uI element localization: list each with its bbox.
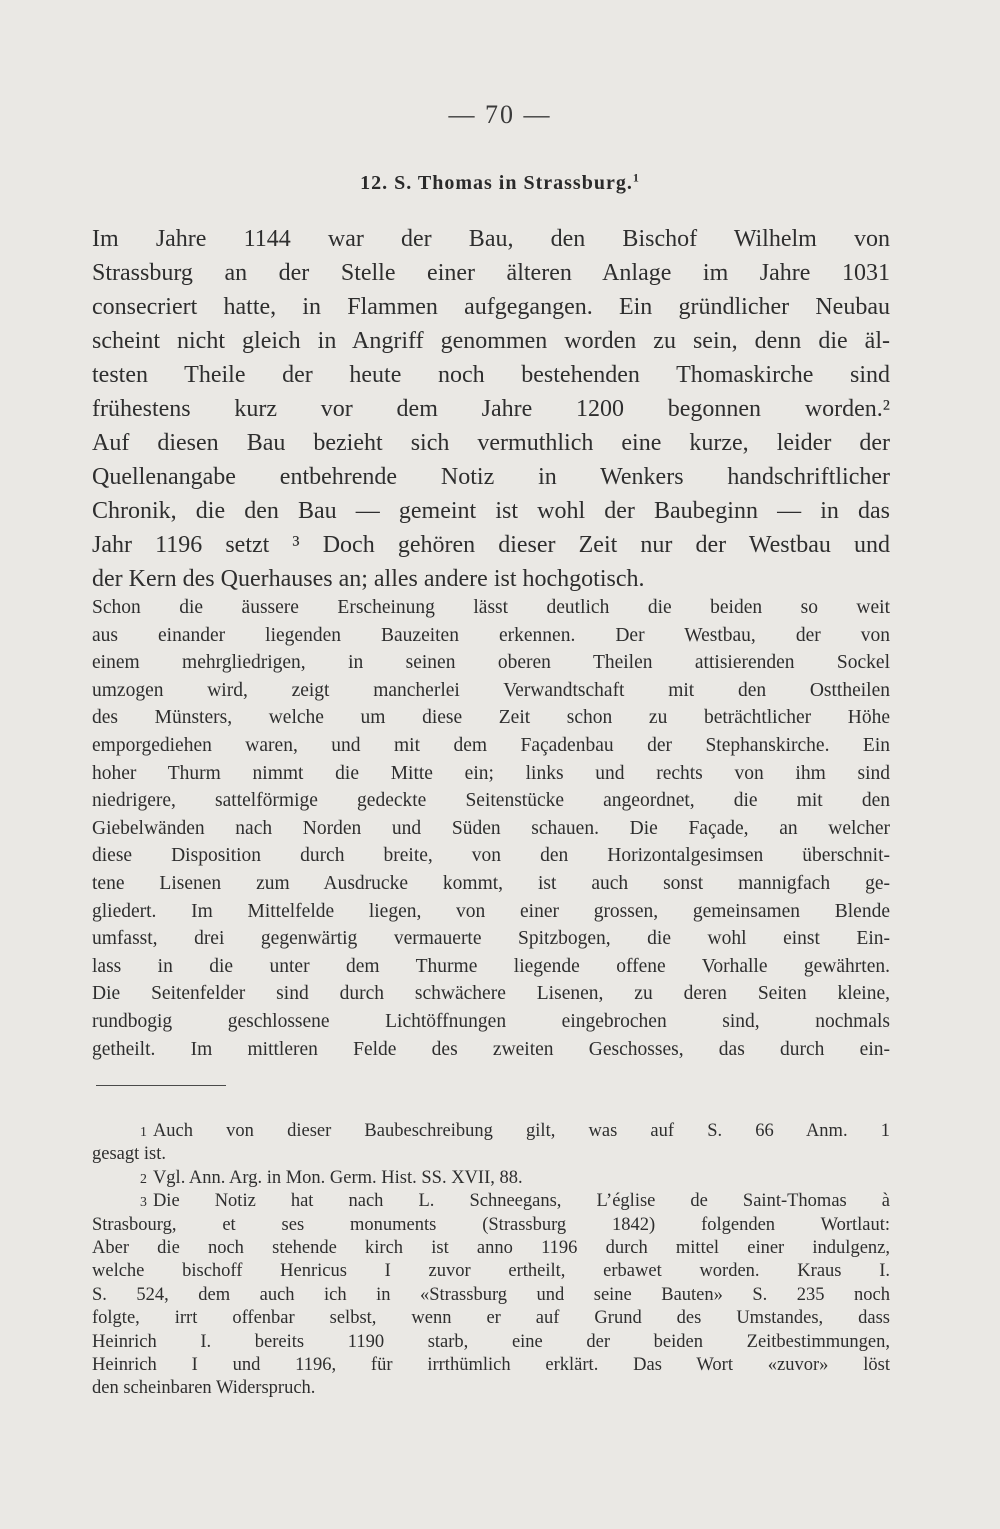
footnote-3 <box>92 1190 890 1213</box>
text-line: gliedert. Im Mittelfelde liegen, von einer grossen, gemeinsamen Blende <box>92 900 890 922</box>
text-line: scheint nicht gleich in Angriff genommen worden zu sein, denn die äl- <box>92 328 890 354</box>
text-line: Chronik, die den Bau — gemeint ist wohl der Baubeginn — in das <box>92 498 890 524</box>
footnote-divider <box>96 1085 226 1086</box>
text-line: Im Jahre 1144 war der Bau, den Bischof Wilhelm von <box>92 226 890 252</box>
footnote-marker: 1 <box>140 1125 147 1140</box>
section-heading-text: 12. S. Thomas in Strassburg. <box>360 172 633 194</box>
text-line: umzogen wird, zeigt mancherlei Verwandtschaft mit den Osttheilen <box>92 679 890 701</box>
text-line: tene Lisenen zum Ausdrucke kommt, ist auch sonst mannigfach ge- <box>92 872 890 894</box>
footnote-2 <box>92 1167 890 1190</box>
section-heading <box>0 172 1000 195</box>
text-line: rundbogig geschlossene Lichtöffnungen eingebrochen sind, nochmals <box>92 1010 890 1032</box>
footnote-text: Auch von dieser Baubeschreibung gilt, was auf S. 66 Anm. 1 <box>152 1121 890 1141</box>
text-line: getheilt. Im mittleren Felde des zweiten Geschosses, das durch ein- <box>92 1038 890 1060</box>
text-line: Strassburg an der Stelle einer älteren Anlage im Jahre 1031 <box>92 260 890 286</box>
description-paragraph <box>92 594 890 1063</box>
text-line: Jahr 1196 setzt ³ Doch gehören dieser Zeit nur der Westbau und <box>92 532 890 558</box>
heading-footnote-marker: 1 <box>632 170 640 185</box>
text-line: der Kern des Querhauses an; alles andere ist hochgotisch. <box>92 566 645 592</box>
text-line: testen Theile der heute noch bestehenden Thomaskirche sind <box>92 362 890 388</box>
text-line: Die Seitenfelder sind durch schwächere Lisenen, zu deren Seiten kleine, <box>92 983 890 1005</box>
footnote-3-continuation: Heinrich I. bereits 1190 starb, eine der beiden Zeitbestimmungen, <box>92 1331 890 1352</box>
text-line: hoher Thurm nimmt die Mitte ein; links und rechts von ihm sind <box>92 762 890 784</box>
text-line: aus einander liegenden Bauzeiten erkennen. Der Westbau, der von <box>92 624 890 646</box>
footnote-text: Die Notiz hat nach L. Schneegans, L’église de Saint-Thomas à <box>152 1191 890 1212</box>
footnotes <box>92 1120 890 1401</box>
text-line: diese Disposition durch breite, von den Horizontalgesimsen überschnit- <box>92 845 890 867</box>
footnote-3-continuation: folgte, irrt offenbar selbst, wenn er auf Grund des Umstandes, dass <box>92 1308 890 1329</box>
text-line: Auf diesen Bau bezieht sich vermuthlich eine kurze, leider der <box>92 430 890 456</box>
text-line: emporgediehen waren, und mit dem Façadenbau der Stephanskirche. Ein <box>92 734 890 756</box>
footnote-1-continuation: gesagt ist. <box>92 1144 166 1165</box>
footnote-marker: 2 <box>140 1171 147 1187</box>
text-line: niedrigere, sattelförmige gedeckte Seitenstücke angeordnet, die mit den <box>92 790 890 812</box>
footnote-3-continuation: S. 524, dem auch ich in «Strassburg und seine Bauten» S. 235 noch <box>92 1284 890 1305</box>
text-line: einem mehrgliedrigen, in seinen oberen Theilen attisierenden Sockel <box>92 652 890 674</box>
text-line: des Münsters, welche um diese Zeit schon zu beträchtlicher Höhe <box>92 707 890 729</box>
text-line: umfasst, drei gegenwärtig vermauerte Spitzbogen, die wohl einst Ein- <box>92 928 890 950</box>
page-number: — 70 — <box>448 100 552 129</box>
text-line: consecriert hatte, in Flammen aufgegangen. Ein gründlicher Neubau <box>92 294 890 320</box>
text-line: Giebelwänden nach Norden und Süden schauen. Die Façade, an welcher <box>92 817 890 839</box>
lead-paragraph <box>92 222 890 596</box>
footnote-marker: 3 <box>140 1195 147 1211</box>
footnote-3-continuation: den scheinbaren Widerspruch. <box>92 1378 316 1399</box>
footnote-3-continuation: Aber die noch stehende kirch ist anno 1196 durch mittel einer indulgenz, <box>92 1237 890 1258</box>
text-line: frühestens kurz vor dem Jahre 1200 begonnen worden.² <box>92 396 890 422</box>
footnote-3-continuation: Strasbourg, et ses monuments (Strassburg 1842) folgenden Wortlaut: <box>92 1214 890 1235</box>
footnote-text: Vgl. Ann. Arg. in Mon. Germ. Hist. SS. XVII, 88. <box>152 1167 523 1188</box>
footnote-3-continuation: Heinrich I und 1196, für irrthümlich erklärt. Das Wort «zuvor» löst <box>92 1354 890 1375</box>
text-line: Schon die äussere Erscheinung lässt deutlich die beiden so weit <box>92 597 890 618</box>
text-line: lass in die unter dem Thurme liegende offene Vorhalle gewährten. <box>92 955 890 977</box>
footnote-1 <box>92 1120 890 1143</box>
footnote-3-continuation: welche bischoff Henricus I zuvor ertheilt, erbawet worden. Kraus I. <box>92 1261 890 1282</box>
text-line: Quellenangabe entbehrende Notiz in Wenkers handschriftlicher <box>92 464 890 490</box>
